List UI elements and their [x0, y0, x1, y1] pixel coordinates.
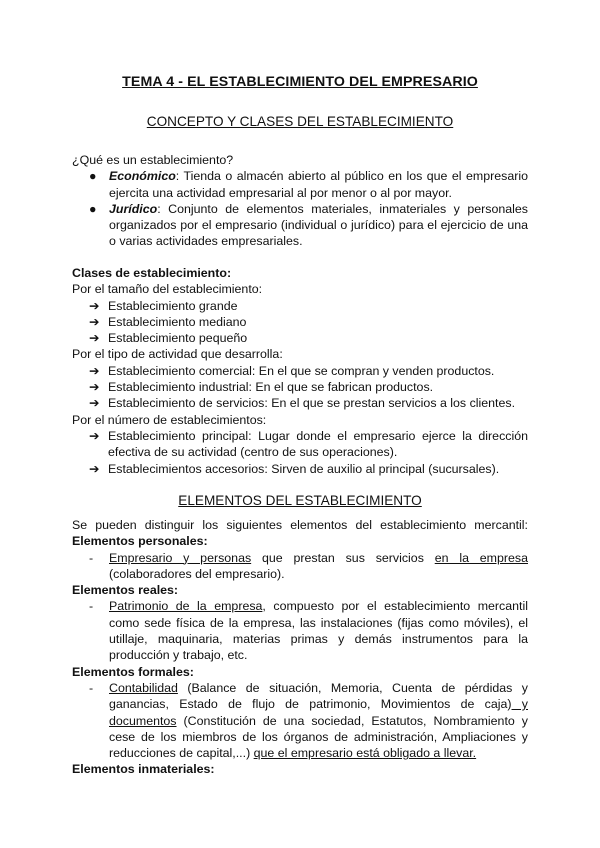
term-economico: Económico — [109, 169, 176, 184]
section-heading-elementos: ELEMENTOS DEL ESTABLECIMIENTO — [178, 493, 422, 508]
reales-item: - Patrimonio de la empresa, compuesto por el establecimiento mercantil como sede física de la empresa, las instalaciones (fijas como móviles), el utillaje, maquinaria, materias primas y demás instrumentos para la producción y trabajo, etc. — [89, 599, 528, 663]
list-item: ➔ Establecimiento comercial: En el que se compran y venden productos. — [89, 363, 495, 378]
list-item: ➔ Establecimiento principal: Lugar donde el empresario ejerce la dirección efectiva de su actividad (centro de sus operaciones). — [89, 428, 528, 460]
section-heading-concepto: CONCEPTO Y CLASES DEL ESTABLECIMIENTO — [146, 114, 454, 129]
arrow-icon: ➔ — [89, 380, 100, 395]
arrow-icon: ➔ — [89, 298, 100, 313]
definition-text: : Tienda o almacén abierto al público en los que el empresario ejercita una actividad empresarial al por menor o al por mayor. — [109, 169, 528, 200]
reales-heading: Elementos reales: — [72, 583, 179, 598]
bullet-icon: ● — [89, 169, 97, 184]
formales-heading: Elementos formales: — [72, 664, 194, 679]
classes-heading: Clases de establecimiento: — [72, 266, 232, 280]
arrow-icon: ➔ — [89, 396, 100, 411]
classes-block — [72, 265, 528, 477]
list-item: ➔ Establecimiento mediano — [89, 314, 247, 329]
personales-item: - Empresario y personas que prestan sus servicios en la empresa (colaboradores del empresario). — [89, 550, 528, 581]
dash-icon: - — [89, 550, 94, 565]
inmateriales-heading: Elementos inmateriales: — [72, 762, 215, 777]
arrow-icon: ➔ — [89, 314, 100, 329]
definition-text: : Conjunto de elementos materiales, inmateriales y personales organizados por el empresario (individual o jurídico) para el ejercicio de una o varias actividades empresariales. — [109, 201, 528, 249]
document-title: TEMA 4 - EL ESTABLECIMIENTO DEL EMPRESARIO — [122, 74, 478, 90]
by-activity-label: Por el tipo de actividad que desarrolla: — [72, 347, 283, 362]
by-number-label: Por el número de establecimientos: — [72, 412, 267, 427]
definition-juridico — [72, 201, 528, 250]
question-text: ¿Qué es un establecimiento? — [72, 153, 234, 167]
list-item: ➔ Establecimientos accesorios: Sirven de auxilio al principal (sucursales). — [89, 461, 500, 476]
definition-block — [72, 152, 528, 250]
arrow-icon: ➔ — [89, 363, 100, 378]
dash-icon: - — [89, 599, 94, 614]
formales-item: - Contabilidad (Balance de situación, Memoria, Cuenta de pérdidas y ganancias, Estado de flujo de patrimonio, Movimientos de caja) y documentos (Constitución de una sociedad, Estatutos, Nombramiento y cese de los miembros de los órganos de administración, Ampliaciones y reducciones de capital,...) que el empresario está obligado a llevar. — [89, 680, 528, 761]
elements-intro: Se pueden distinguir los siguientes elementos del establecimiento mercantil: — [72, 518, 528, 532]
arrow-icon: ➔ — [89, 428, 100, 443]
arrow-icon: ➔ — [89, 331, 100, 346]
dash-icon: - — [89, 680, 94, 695]
list-item: ➔ Establecimiento industrial: En el que se fabrican productos. — [89, 380, 434, 395]
by-size-label: Por el tamaño del establecimiento: — [72, 282, 263, 297]
definition-economico — [72, 168, 528, 201]
arrow-icon: ➔ — [89, 461, 100, 476]
list-item: ➔ Establecimiento grande — [89, 298, 238, 313]
list-item: ➔ Establecimiento pequeño — [89, 331, 248, 346]
term-juridico: Jurídico — [109, 201, 158, 216]
elements-block — [72, 517, 528, 778]
bullet-icon: ● — [89, 201, 97, 216]
list-item: ➔ Establecimiento de servicios: En el que se prestan servicios a los clientes. — [89, 396, 516, 411]
personales-heading: Elementos personales: — [72, 534, 208, 549]
